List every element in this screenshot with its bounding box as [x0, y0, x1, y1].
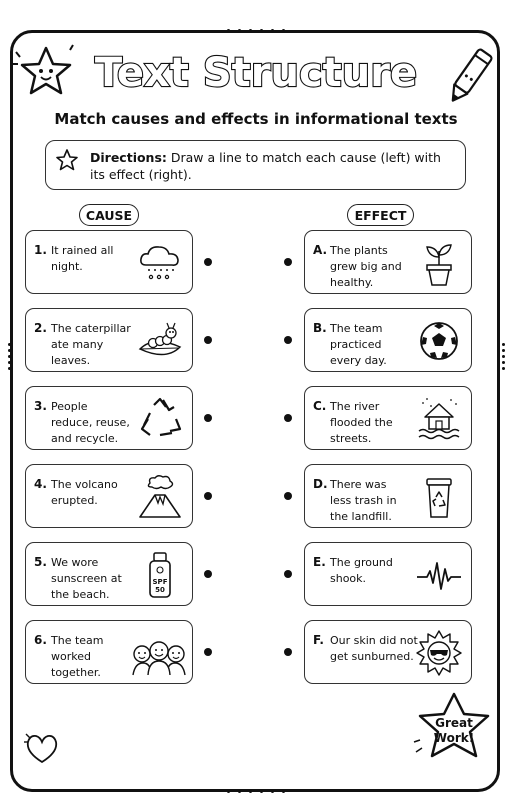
subtitle: Match causes and effects in informational texts [54, 110, 458, 128]
effect-text: The plants grew big and healthy. [330, 244, 402, 289]
volcano-icon [136, 473, 184, 521]
effect-card-a [304, 230, 472, 294]
cause-text: We wore sunscreen at the beach. [51, 556, 122, 601]
pencil-icon [446, 48, 492, 105]
effect-connect-dot-c[interactable] [284, 414, 292, 422]
cause-card-6 [25, 620, 193, 684]
sun-sunglasses-icon [415, 629, 463, 677]
cause-card-1 [25, 230, 193, 294]
effect-header: EFFECT [347, 204, 414, 226]
cause-card-2 [25, 308, 193, 372]
cause-connect-dot-2[interactable] [204, 336, 212, 344]
plant-pot-icon [415, 239, 463, 287]
cause-number: 2. [34, 321, 47, 335]
cause-text: The volcano erupted. [51, 478, 118, 507]
effect-connect-dot-f[interactable] [284, 648, 292, 656]
effect-letter: E. [313, 555, 326, 569]
star-icon [56, 149, 78, 175]
spf-label: SPF [152, 578, 168, 586]
effect-connect-dot-b[interactable] [284, 336, 292, 344]
cause-text: People reduce, reuse, and recycle. [51, 400, 130, 445]
effect-connect-dot-a[interactable] [284, 258, 292, 266]
spf-value: 50 [155, 586, 165, 594]
cause-number: 1. [34, 243, 47, 257]
directions-label: Directions: [90, 150, 167, 165]
effect-letter: B. [313, 321, 327, 335]
sunscreen-icon [136, 551, 184, 599]
rain-cloud-icon [136, 239, 184, 287]
top-dots-decoration [0, 26, 512, 36]
title-area [0, 38, 512, 108]
cause-connect-dot-3[interactable] [204, 414, 212, 422]
effect-card-b [304, 308, 472, 372]
soccer-ball-icon [415, 317, 463, 365]
effect-text: The river flooded the streets. [330, 400, 393, 445]
effect-card-c [304, 386, 472, 450]
heart-icon [22, 728, 62, 768]
cause-connect-dot-1[interactable] [204, 258, 212, 266]
cause-text: The team worked together. [51, 634, 104, 679]
effect-card-f [304, 620, 472, 684]
cause-card-5 [25, 542, 193, 606]
effect-connect-dot-d[interactable] [284, 492, 292, 500]
caterpillar-icon [136, 317, 184, 365]
effect-letter: C. [313, 399, 327, 413]
cause-header: CAUSE [79, 204, 139, 226]
cause-connect-dot-4[interactable] [204, 492, 212, 500]
smiling-star-icon [13, 45, 73, 93]
great-work-text [412, 716, 496, 746]
cause-number: 5. [34, 555, 47, 569]
flood-house-icon [415, 395, 463, 443]
cause-card-3 [25, 386, 193, 450]
page-title: Text Structure [94, 50, 418, 96]
badge-line-1: Great [435, 716, 473, 730]
cause-number: 3. [34, 399, 47, 413]
cause-connect-dot-6[interactable] [204, 648, 212, 656]
directions-text: Draw a line to match each cause (left) with its effect (right). [90, 150, 441, 182]
cause-card-4 [25, 464, 193, 528]
team-icon [130, 629, 188, 677]
bottom-dots-decoration [0, 787, 512, 797]
cause-text: It rained all night. [51, 244, 114, 273]
effect-text: The ground shook. [330, 556, 393, 585]
effect-connect-dot-e[interactable] [284, 570, 292, 578]
cause-number: 6. [34, 633, 47, 647]
seismic-wave-icon [415, 551, 463, 599]
cause-connect-dot-5[interactable] [204, 570, 212, 578]
effect-letter: D. [313, 477, 328, 491]
directions-box [45, 140, 466, 190]
effect-text: Our skin did not get sunburned. [330, 634, 418, 663]
effect-text: The team practiced every day. [330, 322, 387, 367]
cause-text: The caterpillar ate many leaves. [51, 322, 131, 367]
right-dots-decoration [500, 340, 508, 373]
badge-line-2: Work! [433, 731, 475, 745]
left-dots-decoration [6, 340, 14, 373]
effect-letter: A. [313, 243, 328, 257]
recycle-bin-icon [415, 473, 463, 521]
effect-text: There was less trash in the landfill. [330, 478, 397, 523]
effect-letter: F. [313, 633, 324, 647]
effect-card-e [304, 542, 472, 606]
effect-card-d [304, 464, 472, 528]
recycle-icon [136, 395, 184, 443]
cause-number: 4. [34, 477, 47, 491]
